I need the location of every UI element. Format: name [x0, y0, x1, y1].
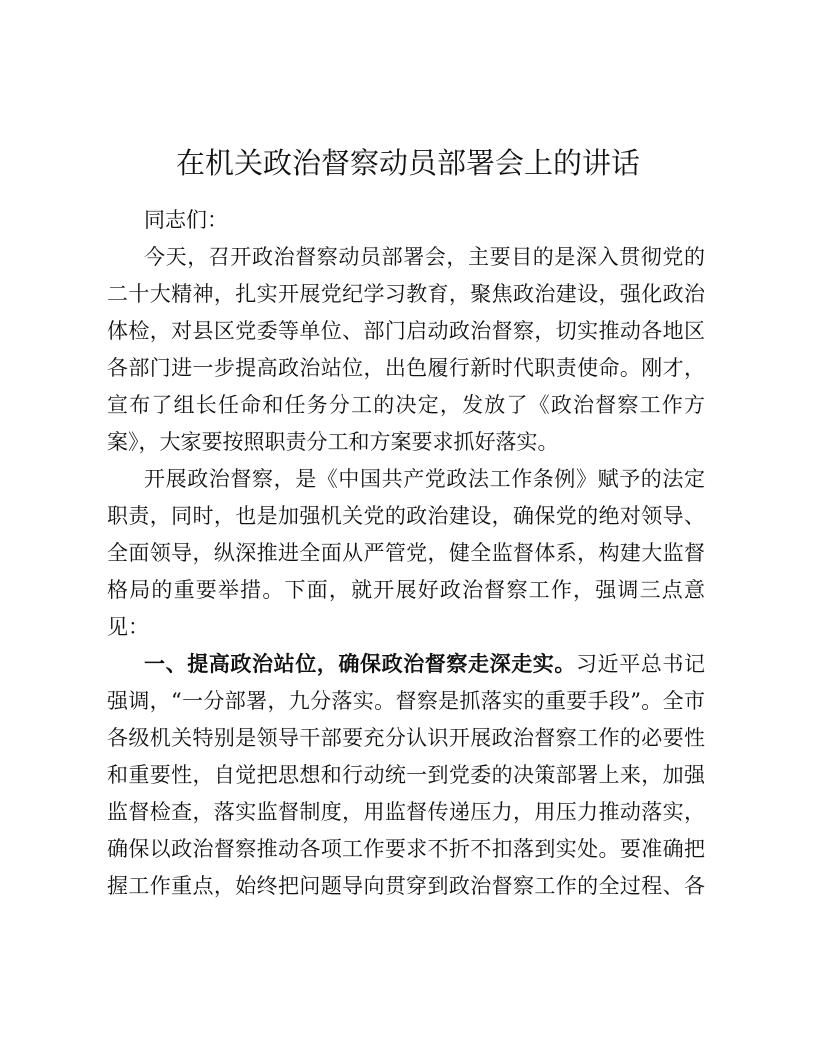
text-line: 各部门进一步提高政治站位，出色履行新时代职责使命。刚才， — [107, 356, 705, 380]
text-line: 格局的重要举措。下面，就开展好政治督察工作，强调三点意 — [107, 578, 705, 602]
salutation: 同志们： — [144, 208, 228, 232]
text-line: 二十大精神，扎实开展党纪学习教育，聚焦政治建设，强化政治 — [107, 282, 705, 306]
text-line: 案》，大家要按照职责分工和方案要求抓好落实。 — [107, 430, 559, 454]
text-line: 监督检查，落实监督制度，用监督传递压力，用压力推动落实， — [107, 800, 705, 824]
text-line: 全面领导，纵深推进全面从严管党，健全监督体系，构建大监督 — [107, 541, 705, 565]
text-line: 宣布了组长任命和任务分工的决定，发放了《政治督察工作方 — [107, 393, 705, 417]
document-title: 在机关政治督察动员部署会上的讲话 — [175, 146, 640, 180]
text-line: 和重要性，自觉把思想和行动统一到党委的决策部署上来，加强 — [107, 763, 705, 787]
section-1 — [107, 646, 705, 905]
section-heading: 一、提高政治站位，确保政治督察走深走实。 — [144, 652, 576, 676]
section-first-line — [107, 646, 705, 683]
paragraph-2 — [107, 461, 705, 646]
text-line: 见： — [107, 615, 149, 639]
paragraph-1 — [107, 239, 705, 461]
text-line: 握工作重点，始终把问题导向贯穿到政治督察工作的全过程、各 — [107, 874, 705, 898]
text-line: 今天，召开政治督察动员部署会，主要目的是深入贯彻党的 — [144, 245, 705, 269]
text-line: 体检，对县区党委等单位、部门启动政治督察，切实推动各地区 — [107, 319, 705, 343]
text-line: 开展政治督察，是《中国共产党政法工作条例》赋予的法定 — [144, 467, 705, 491]
text-line: 强调，“一分部署，九分落实。督察是抓落实的重要手段”。全市 — [107, 689, 705, 713]
text-line: 确保以政治督察推动各项工作要求不折不扣落到实处。要准确把 — [107, 837, 705, 861]
document-body — [107, 202, 705, 905]
text-line: 各级机关特别是领导干部要充分认识开展政治督察工作的必要性 — [107, 726, 705, 750]
text-run: 习近平总书记 — [576, 652, 705, 676]
text-line: 职责，同时，也是加强机关党的政治建设，确保党的绝对领导、 — [107, 504, 705, 528]
